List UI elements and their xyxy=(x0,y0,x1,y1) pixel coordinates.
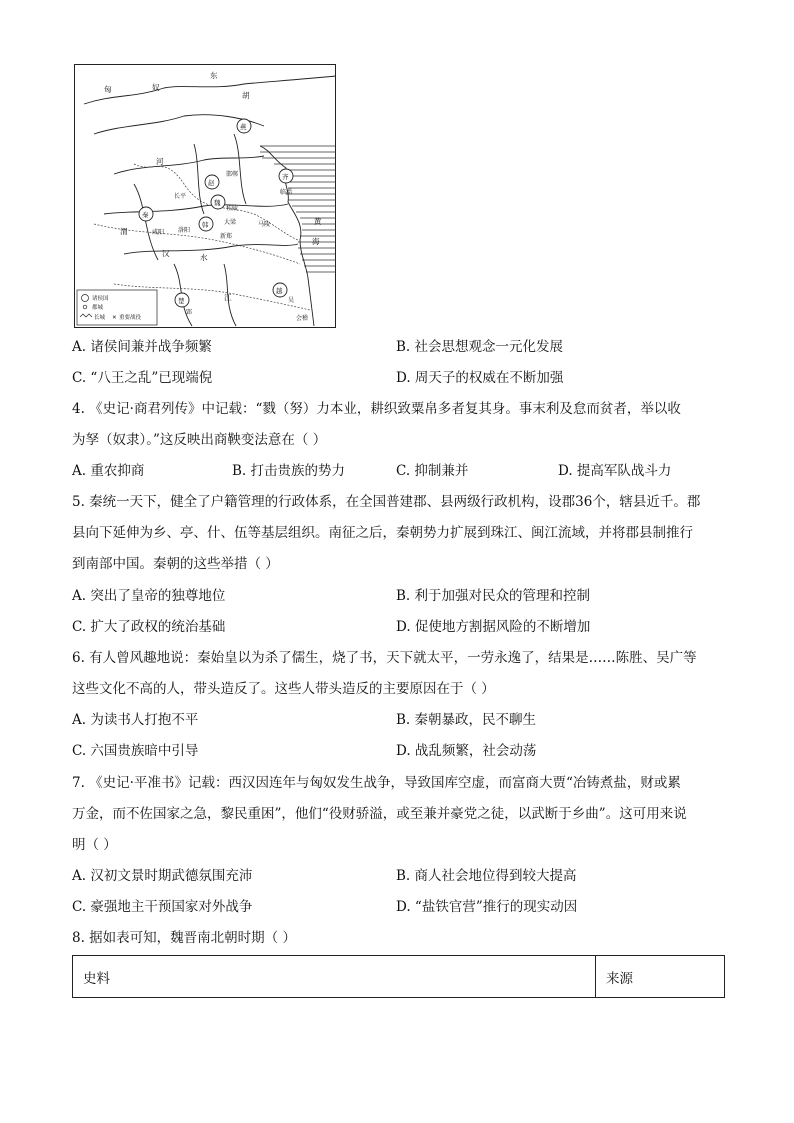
q8-source-table xyxy=(72,955,725,998)
map-label: 河 xyxy=(156,157,164,166)
q5-option-d: D. 促使地方割据风险的不断增加 xyxy=(396,619,591,635)
q7-stem-line2: 万金，而不佐国家之急，黎民重困”，他们“役财骄溢，或至兼并豪党之徒，以武断于乡曲”。这可用来说 xyxy=(72,806,687,822)
legend-label: 重要战役 xyxy=(119,315,142,321)
q5-option-c: C. 扩大了政权的统治基础 xyxy=(72,619,226,635)
map-label: 会稽 xyxy=(296,315,309,322)
map-label: 桂陵 xyxy=(226,205,239,212)
map-label: 大梁 xyxy=(224,219,237,226)
q5-stem-line2: 县向下延伸为乡、亭、什、伍等基层组织。南征之后，秦朝势力扩展到珠江、闽江流域，并将郡县制推行 xyxy=(72,525,693,541)
warring-states-map xyxy=(74,64,336,328)
q4-option-a: A. 重农抑商 xyxy=(72,463,145,479)
map-label: 郢 xyxy=(186,309,193,316)
q5-option-b: B. 利于加强对民众的管理和控制 xyxy=(396,588,591,604)
q6-stem-line2: 这些文化不高的人，带头造反了。这些人带头造反的主要原因在于（ ） xyxy=(72,681,495,697)
map-label: 燕 xyxy=(240,123,247,131)
q8-stem-line1: 8. 据如表可知，魏晋南北朝时期（ ） xyxy=(72,930,296,946)
q4-option-c: C. 抑制兼并 xyxy=(396,463,469,479)
map-label: 赵 xyxy=(208,179,215,187)
table-header-source-text: 史料 xyxy=(73,956,596,998)
map-label: 奴 xyxy=(152,83,160,92)
q5-option-a: A. 突出了皇帝的独尊地位 xyxy=(72,588,226,604)
legend-label: 长城 xyxy=(94,315,106,321)
legend-label: 诸侯国 xyxy=(92,296,109,302)
q6-option-a: A. 为读书人打抱不平 xyxy=(72,712,199,728)
map-label: 魏 xyxy=(214,199,221,207)
q6-option-d: D. 战乱频繁，社会动荡 xyxy=(396,743,537,759)
q5-stem-line3: 到南部中国。秦朝的这些举措（ ） xyxy=(72,556,279,572)
q4-stem-line2: 为孥（奴隶）。”这反映出商鞅变法意在（ ） xyxy=(72,432,327,448)
q7-option-c: C. 豪强地主干预国家对外战争 xyxy=(72,899,253,915)
map-label: 汉 xyxy=(162,249,170,258)
map-label: 临淄 xyxy=(280,189,293,196)
table-header-origin: 来源 xyxy=(596,956,725,998)
q6-stem-line1: 6. 有人曾风趣地说：秦始皇以为杀了儒生，烧了书，天下就太平，一劳永逸了，结果是……陈胜、吴广等 xyxy=(72,650,697,666)
q7-stem-line3: 明（ ） xyxy=(72,837,117,853)
q7-option-a: A. 汉初文景时期武德氛围充沛 xyxy=(72,868,253,884)
q4-option-d: D. 提高军队战斗力 xyxy=(558,463,672,479)
table-row xyxy=(73,956,725,998)
q7-stem-line1: 7. 《史记·平准书》记载：西汉因连年与匈奴发生战争，导致国库空虚，而富商大贾“冶铸煮盐，财或累 xyxy=(72,775,681,791)
map-label: 齐 xyxy=(282,173,289,181)
map-label: 匈 xyxy=(104,85,112,94)
map-label: 水 xyxy=(200,253,208,262)
map-legend xyxy=(77,290,157,325)
map-label: 胡 xyxy=(242,91,250,100)
q5-stem-line1: 5. 秦统一天下，健全了户籍管理的行政体系，在全国普建郡、县两级行政机构，设郡36个，辖县近千。郡 xyxy=(72,494,701,510)
map-label: 新郑 xyxy=(220,233,233,240)
map-label: 咸阳 xyxy=(152,229,165,236)
q3-option-d: D. 周天子的权威在不断加强 xyxy=(396,370,564,386)
legend-label: 都城 xyxy=(92,305,104,311)
q6-option-b: B. 秦朝暴政，民不聊生 xyxy=(396,712,537,728)
map-label: 马陵 xyxy=(258,221,271,228)
q7-option-b: B. 商人社会地位得到较大提高 xyxy=(396,868,577,884)
map-label: 邯郸 xyxy=(226,171,239,178)
map-label: 楚 xyxy=(178,297,185,305)
map-label: 吴 xyxy=(288,297,295,304)
map-label: 渭 xyxy=(120,227,128,236)
map-label: 江 xyxy=(224,293,232,302)
map-label: 长平 xyxy=(174,193,187,200)
map-label: 洛阳 xyxy=(178,227,191,234)
q4-stem-line1: 4. 《史记·商君列传》中记载：“戮（努）力本业，耕织致粟帛多者复其身。事末利及怠而贫者，举以收 xyxy=(72,401,681,417)
map-label: 黄 xyxy=(314,217,322,226)
q6-option-c: C. 六国贵族暗中引导 xyxy=(72,743,199,759)
q7-option-d: D. “盐铁官营”推行的现实动因 xyxy=(396,899,578,915)
q3-option-c: C. “八王之乱”已现端倪 xyxy=(72,370,213,386)
battle-icon: ✕ xyxy=(112,315,117,321)
q3-option-a: A. 诸侯间兼并战争频繁 xyxy=(72,339,212,355)
map-label: 东 xyxy=(210,71,218,80)
q4-option-b: B. 打击贵族的势力 xyxy=(232,463,346,479)
map-label: 秦 xyxy=(142,211,149,219)
map-label: 越 xyxy=(276,287,283,295)
q3-option-b: B. 社会思想观念一元化发展 xyxy=(396,339,564,355)
map-label: 韩 xyxy=(202,221,209,229)
map-label: 海 xyxy=(312,237,320,246)
